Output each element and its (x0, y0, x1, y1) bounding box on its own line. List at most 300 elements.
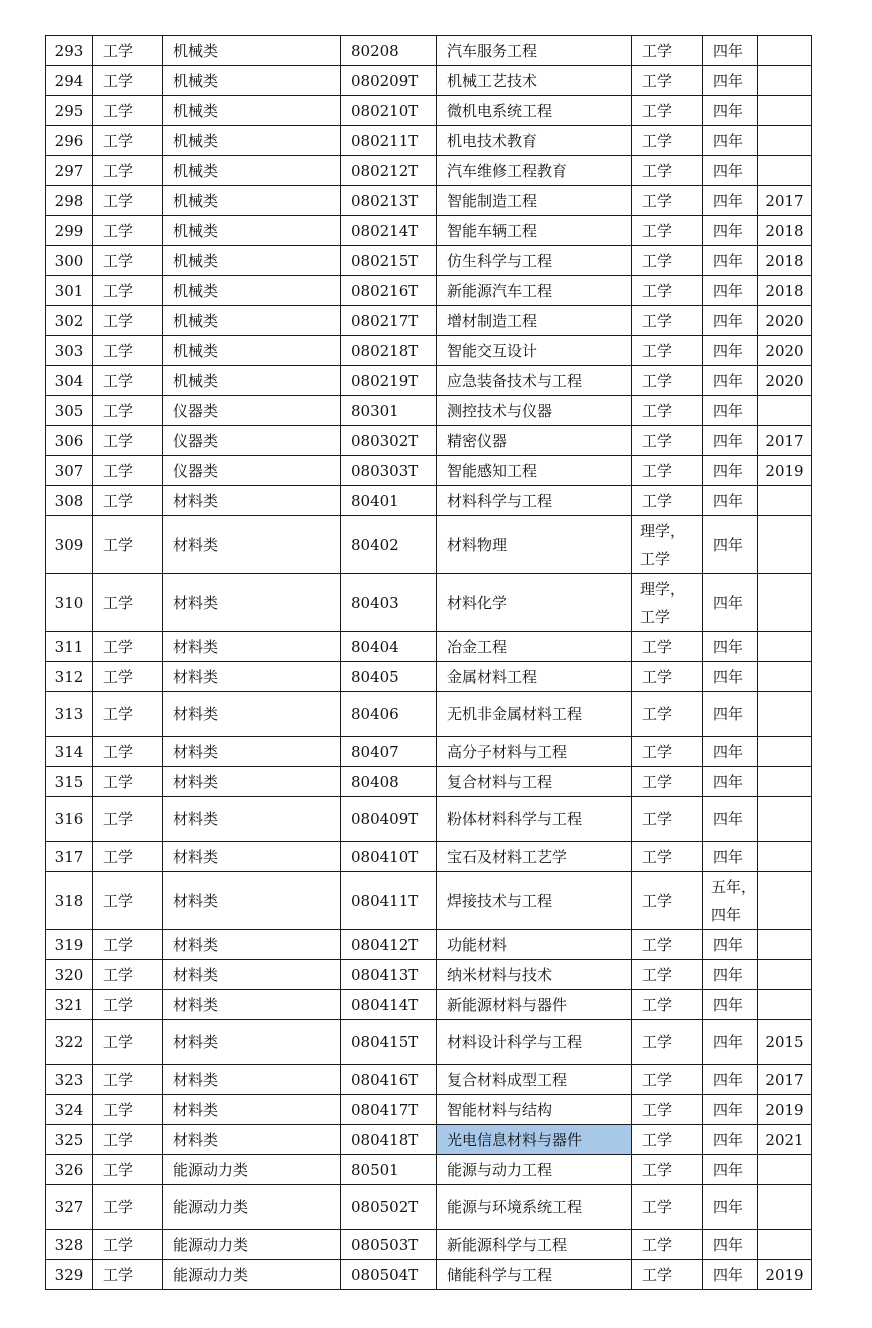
category-cell: 机械类 (163, 156, 341, 186)
major-code-cell: 80407 (341, 737, 437, 767)
year-added-cell (758, 1155, 812, 1185)
table-row (46, 456, 812, 486)
degree-cell: 工学 (632, 186, 703, 216)
degree-cell: 工学 (632, 366, 703, 396)
major-name-cell: 智能车辆工程 (437, 216, 632, 246)
major-name-cell: 机械工艺技术 (437, 66, 632, 96)
major-code-cell: 080502T (341, 1185, 437, 1230)
major-code-cell: 080218T (341, 336, 437, 366)
discipline-cell: 工学 (93, 156, 163, 186)
discipline-cell: 工学 (93, 1155, 163, 1185)
row-number-cell: 318 (46, 872, 93, 930)
duration-cell: 四年 (703, 1155, 758, 1185)
row-number-cell: 302 (46, 306, 93, 336)
major-name-cell: 智能制造工程 (437, 186, 632, 216)
major-name-cell: 机电技术教育 (437, 126, 632, 156)
major-code-cell: 80501 (341, 1155, 437, 1185)
major-name-cell: 测控技术与仪器 (437, 396, 632, 426)
major-name-cell: 新能源材料与器件 (437, 990, 632, 1020)
table-row (46, 1020, 812, 1065)
discipline-cell: 工学 (93, 276, 163, 306)
row-number-cell: 325 (46, 1125, 93, 1155)
degree-cell: 工学 (632, 1230, 703, 1260)
category-cell: 材料类 (163, 842, 341, 872)
table-row (46, 426, 812, 456)
category-cell: 仪器类 (163, 396, 341, 426)
duration-cell: 四年 (703, 426, 758, 456)
category-cell: 能源动力类 (163, 1155, 341, 1185)
duration-cell: 四年 (703, 36, 758, 66)
degree-cell: 工学 (632, 1020, 703, 1065)
discipline-cell: 工学 (93, 692, 163, 737)
year-added-cell: 2020 (758, 366, 812, 396)
category-cell: 机械类 (163, 306, 341, 336)
row-number-cell: 326 (46, 1155, 93, 1185)
category-cell: 仪器类 (163, 456, 341, 486)
duration-cell: 四年 (703, 737, 758, 767)
year-added-cell (758, 767, 812, 797)
category-cell: 材料类 (163, 486, 341, 516)
category-cell: 材料类 (163, 692, 341, 737)
year-added-cell (758, 516, 812, 574)
table-row (46, 767, 812, 797)
table-row (46, 1155, 812, 1185)
year-added-cell (758, 96, 812, 126)
year-added-cell (758, 632, 812, 662)
duration-cell: 四年 (703, 66, 758, 96)
major-name-cell: 精密仪器 (437, 426, 632, 456)
major-name-cell: 汽车服务工程 (437, 36, 632, 66)
row-number-cell: 323 (46, 1065, 93, 1095)
table-row (46, 1095, 812, 1125)
degree-cell: 工学 (632, 1095, 703, 1125)
degree-cell: 工学 (632, 692, 703, 737)
category-cell: 材料类 (163, 574, 341, 632)
major-code-cell: 080209T (341, 66, 437, 96)
year-added-cell: 2019 (758, 1095, 812, 1125)
duration-cell: 四年 (703, 156, 758, 186)
major-code-cell: 80404 (341, 632, 437, 662)
degree-cell: 工学 (632, 632, 703, 662)
discipline-cell: 工学 (93, 426, 163, 456)
category-cell: 材料类 (163, 930, 341, 960)
table-row (46, 66, 812, 96)
degree-cell: 工学 (632, 426, 703, 456)
degree-cell: 工学 (632, 246, 703, 276)
year-added-cell (758, 1185, 812, 1230)
row-number-cell: 317 (46, 842, 93, 872)
duration-cell: 四年 (703, 692, 758, 737)
category-cell: 材料类 (163, 990, 341, 1020)
degree-cell: 工学 (632, 767, 703, 797)
major-name-cell: 粉体材料科学与工程 (437, 797, 632, 842)
major-code-cell: 080415T (341, 1020, 437, 1065)
major-code-cell: 080410T (341, 842, 437, 872)
table-row (46, 516, 812, 574)
category-cell: 机械类 (163, 186, 341, 216)
row-number-cell: 309 (46, 516, 93, 574)
discipline-cell: 工学 (93, 872, 163, 930)
duration-cell: 四年 (703, 797, 758, 842)
category-cell: 材料类 (163, 1095, 341, 1125)
category-cell: 材料类 (163, 1020, 341, 1065)
discipline-cell: 工学 (93, 336, 163, 366)
major-name-cell: 智能感知工程 (437, 456, 632, 486)
major-name-cell: 功能材料 (437, 930, 632, 960)
category-cell: 机械类 (163, 96, 341, 126)
table-row (46, 574, 812, 632)
row-number-cell: 312 (46, 662, 93, 692)
table-row (46, 632, 812, 662)
duration-cell: 四年 (703, 842, 758, 872)
major-name-cell: 复合材料成型工程 (437, 1065, 632, 1095)
year-added-cell (758, 797, 812, 842)
category-cell: 材料类 (163, 960, 341, 990)
table-row (46, 36, 812, 66)
degree-cell: 工学 (632, 797, 703, 842)
major-name-cell: 增材制造工程 (437, 306, 632, 336)
discipline-cell: 工学 (93, 632, 163, 662)
degree-cell-line: 工学 (640, 607, 671, 626)
major-code-cell: 080211T (341, 126, 437, 156)
degree-cell: 工学 (632, 990, 703, 1020)
discipline-cell: 工学 (93, 1260, 163, 1290)
major-code-cell: 080416T (341, 1065, 437, 1095)
major-name-cell: 储能科学与工程 (437, 1260, 632, 1290)
table-row (46, 486, 812, 516)
major-code-cell: 080418T (341, 1125, 437, 1155)
discipline-cell: 工学 (93, 960, 163, 990)
row-number-cell: 299 (46, 216, 93, 246)
row-number-cell: 303 (46, 336, 93, 366)
majors-table (45, 35, 812, 1290)
discipline-cell: 工学 (93, 797, 163, 842)
degree-cell: 工学 (632, 156, 703, 186)
table-row (46, 276, 812, 306)
duration-cell: 四年 (703, 186, 758, 216)
row-number-cell: 316 (46, 797, 93, 842)
major-code-cell: 80301 (341, 396, 437, 426)
year-added-cell: 2017 (758, 426, 812, 456)
major-name-cell: 金属材料工程 (437, 662, 632, 692)
table-row (46, 1065, 812, 1095)
degree-cell: 工学 (632, 216, 703, 246)
degree-cell-line: 工学 (640, 549, 671, 568)
year-added-cell (758, 486, 812, 516)
table-row (46, 126, 812, 156)
major-name-cell: 新能源汽车工程 (437, 276, 632, 306)
major-code-cell: 080219T (341, 366, 437, 396)
discipline-cell: 工学 (93, 306, 163, 336)
duration-cell: 四年 (703, 930, 758, 960)
duration-cell: 四年 (703, 1230, 758, 1260)
year-added-cell: 2019 (758, 1260, 812, 1290)
duration-cell: 四年 (703, 396, 758, 426)
discipline-cell: 工学 (93, 990, 163, 1020)
duration-cell: 四年 (703, 767, 758, 797)
discipline-cell: 工学 (93, 930, 163, 960)
discipline-cell: 工学 (93, 737, 163, 767)
degree-cell: 工学 (632, 486, 703, 516)
table-row (46, 1125, 812, 1155)
row-number-cell: 322 (46, 1020, 93, 1065)
discipline-cell: 工学 (93, 1095, 163, 1125)
duration-cell: 四年 (703, 960, 758, 990)
major-name-cell: 冶金工程 (437, 632, 632, 662)
discipline-cell: 工学 (93, 66, 163, 96)
major-code-cell: 080413T (341, 960, 437, 990)
discipline-cell: 工学 (93, 186, 163, 216)
year-added-cell: 2020 (758, 336, 812, 366)
table-row (46, 216, 812, 246)
degree-cell: 工学 (632, 1155, 703, 1185)
major-code-cell: 080210T (341, 96, 437, 126)
year-added-cell (758, 126, 812, 156)
duration-cell: 四年 (703, 1260, 758, 1290)
year-added-cell (758, 156, 812, 186)
category-cell: 能源动力类 (163, 1185, 341, 1230)
major-code-cell: 080215T (341, 246, 437, 276)
major-code-cell: 080302T (341, 426, 437, 456)
year-added-cell (758, 574, 812, 632)
category-cell: 材料类 (163, 516, 341, 574)
duration-cell: 四年 (703, 126, 758, 156)
major-name-cell: 材料物理 (437, 516, 632, 574)
table-row (46, 1260, 812, 1290)
row-number-cell: 296 (46, 126, 93, 156)
major-code-cell: 080411T (341, 872, 437, 930)
duration-cell: 四年 (703, 516, 758, 574)
duration-cell: 四年 (703, 96, 758, 126)
degree-cell: 工学 (632, 960, 703, 990)
major-code-cell: 80208 (341, 36, 437, 66)
row-number-cell: 310 (46, 574, 93, 632)
category-cell: 机械类 (163, 36, 341, 66)
degree-cell (632, 516, 703, 574)
degree-cell: 工学 (632, 66, 703, 96)
duration-cell: 四年 (703, 574, 758, 632)
year-added-cell: 2015 (758, 1020, 812, 1065)
degree-cell: 工学 (632, 396, 703, 426)
major-name-cell: 无机非金属材料工程 (437, 692, 632, 737)
category-cell: 材料类 (163, 632, 341, 662)
year-added-cell: 2018 (758, 246, 812, 276)
row-number-cell: 298 (46, 186, 93, 216)
row-number-cell: 301 (46, 276, 93, 306)
row-number-cell: 321 (46, 990, 93, 1020)
major-name-cell: 能源与动力工程 (437, 1155, 632, 1185)
major-name-cell: 纳米材料与技术 (437, 960, 632, 990)
duration-cell: 四年 (703, 486, 758, 516)
category-cell: 机械类 (163, 336, 341, 366)
discipline-cell: 工学 (93, 456, 163, 486)
year-added-cell (758, 737, 812, 767)
discipline-cell: 工学 (93, 126, 163, 156)
major-code-cell: 080504T (341, 1260, 437, 1290)
duration-cell: 四年 (703, 276, 758, 306)
category-cell: 材料类 (163, 767, 341, 797)
major-name-cell: 材料化学 (437, 574, 632, 632)
year-added-cell (758, 842, 812, 872)
major-code-cell: 080303T (341, 456, 437, 486)
row-number-cell: 306 (46, 426, 93, 456)
duration-cell: 四年 (703, 632, 758, 662)
discipline-cell: 工学 (93, 246, 163, 276)
major-code-cell: 80401 (341, 486, 437, 516)
discipline-cell: 工学 (93, 516, 163, 574)
category-cell: 材料类 (163, 662, 341, 692)
table-row (46, 246, 812, 276)
duration-cell: 四年 (703, 1095, 758, 1125)
year-added-cell: 2017 (758, 1065, 812, 1095)
duration-cell-line: 四年 (711, 905, 742, 924)
year-added-cell: 2020 (758, 306, 812, 336)
row-number-cell: 308 (46, 486, 93, 516)
year-added-cell (758, 990, 812, 1020)
major-name-cell: 材料设计科学与工程 (437, 1020, 632, 1065)
degree-cell: 工学 (632, 336, 703, 366)
major-code-cell: 080503T (341, 1230, 437, 1260)
degree-cell: 工学 (632, 96, 703, 126)
table-row (46, 692, 812, 737)
table-row (46, 960, 812, 990)
row-number-cell: 307 (46, 456, 93, 486)
table-row (46, 396, 812, 426)
discipline-cell: 工学 (93, 1185, 163, 1230)
duration-cell-line: 五年， (711, 877, 757, 896)
duration-cell: 四年 (703, 336, 758, 366)
row-number-cell: 314 (46, 737, 93, 767)
degree-cell: 工学 (632, 36, 703, 66)
year-added-cell (758, 396, 812, 426)
degree-cell: 工学 (632, 456, 703, 486)
major-code-cell: 80403 (341, 574, 437, 632)
major-code-cell: 080217T (341, 306, 437, 336)
duration-cell: 四年 (703, 366, 758, 396)
major-code-cell: 080409T (341, 797, 437, 842)
row-number-cell: 295 (46, 96, 93, 126)
table-row (46, 96, 812, 126)
year-added-cell: 2021 (758, 1125, 812, 1155)
table-row (46, 797, 812, 842)
row-number-cell: 329 (46, 1260, 93, 1290)
table-row (46, 336, 812, 366)
discipline-cell: 工学 (93, 1020, 163, 1065)
major-name-cell: 新能源科学与工程 (437, 1230, 632, 1260)
degree-cell: 工学 (632, 872, 703, 930)
degree-cell: 工学 (632, 842, 703, 872)
row-number-cell: 297 (46, 156, 93, 186)
year-added-cell: 2018 (758, 276, 812, 306)
degree-cell: 工学 (632, 1125, 703, 1155)
major-code-cell: 080417T (341, 1095, 437, 1125)
category-cell: 材料类 (163, 872, 341, 930)
category-cell: 能源动力类 (163, 1260, 341, 1290)
degree-cell: 工学 (632, 126, 703, 156)
category-cell: 能源动力类 (163, 1230, 341, 1260)
table-row (46, 737, 812, 767)
degree-cell-line: 理学， (640, 521, 686, 540)
degree-cell: 工学 (632, 930, 703, 960)
major-code-cell: 80408 (341, 767, 437, 797)
category-cell: 机械类 (163, 126, 341, 156)
discipline-cell: 工学 (93, 486, 163, 516)
table-row (46, 1230, 812, 1260)
discipline-cell: 工学 (93, 396, 163, 426)
degree-cell: 工学 (632, 1065, 703, 1095)
category-cell: 材料类 (163, 737, 341, 767)
major-name-cell: 应急装备技术与工程 (437, 366, 632, 396)
year-added-cell (758, 960, 812, 990)
table-row (46, 872, 812, 930)
degree-cell: 工学 (632, 1185, 703, 1230)
row-number-cell: 293 (46, 36, 93, 66)
category-cell: 材料类 (163, 1125, 341, 1155)
row-number-cell: 327 (46, 1185, 93, 1230)
discipline-cell: 工学 (93, 574, 163, 632)
major-name-cell: 光电信息材料与器件 (437, 1125, 632, 1155)
major-name-cell: 焊接技术与工程 (437, 872, 632, 930)
major-code-cell: 80405 (341, 662, 437, 692)
major-code-cell: 080212T (341, 156, 437, 186)
table-row (46, 156, 812, 186)
table-row (46, 1185, 812, 1230)
duration-cell: 四年 (703, 1185, 758, 1230)
table-row (46, 306, 812, 336)
duration-cell (703, 872, 758, 930)
major-name-cell: 宝石及材料工艺学 (437, 842, 632, 872)
duration-cell: 四年 (703, 1125, 758, 1155)
major-code-cell: 080213T (341, 186, 437, 216)
duration-cell: 四年 (703, 990, 758, 1020)
category-cell: 仪器类 (163, 426, 341, 456)
category-cell: 机械类 (163, 366, 341, 396)
row-number-cell: 305 (46, 396, 93, 426)
major-code-cell: 080414T (341, 990, 437, 1020)
degree-cell: 工学 (632, 1260, 703, 1290)
duration-cell: 四年 (703, 246, 758, 276)
row-number-cell: 300 (46, 246, 93, 276)
row-number-cell: 304 (46, 366, 93, 396)
year-added-cell (758, 692, 812, 737)
degree-cell (632, 574, 703, 632)
major-code-cell: 080412T (341, 930, 437, 960)
year-added-cell (758, 66, 812, 96)
row-number-cell: 315 (46, 767, 93, 797)
category-cell: 机械类 (163, 216, 341, 246)
year-added-cell (758, 662, 812, 692)
table-row (46, 842, 812, 872)
row-number-cell: 294 (46, 66, 93, 96)
discipline-cell: 工学 (93, 366, 163, 396)
table-row (46, 186, 812, 216)
discipline-cell: 工学 (93, 1230, 163, 1260)
discipline-cell: 工学 (93, 767, 163, 797)
major-name-cell: 高分子材料与工程 (437, 737, 632, 767)
year-added-cell (758, 930, 812, 960)
duration-cell: 四年 (703, 216, 758, 246)
table-row (46, 930, 812, 960)
table-row (46, 662, 812, 692)
discipline-cell: 工学 (93, 96, 163, 126)
category-cell: 材料类 (163, 797, 341, 842)
discipline-cell: 工学 (93, 36, 163, 66)
major-name-cell: 智能材料与结构 (437, 1095, 632, 1125)
major-name-cell: 仿生科学与工程 (437, 246, 632, 276)
major-name-cell: 能源与环境系统工程 (437, 1185, 632, 1230)
year-added-cell (758, 1230, 812, 1260)
duration-cell: 四年 (703, 1065, 758, 1095)
